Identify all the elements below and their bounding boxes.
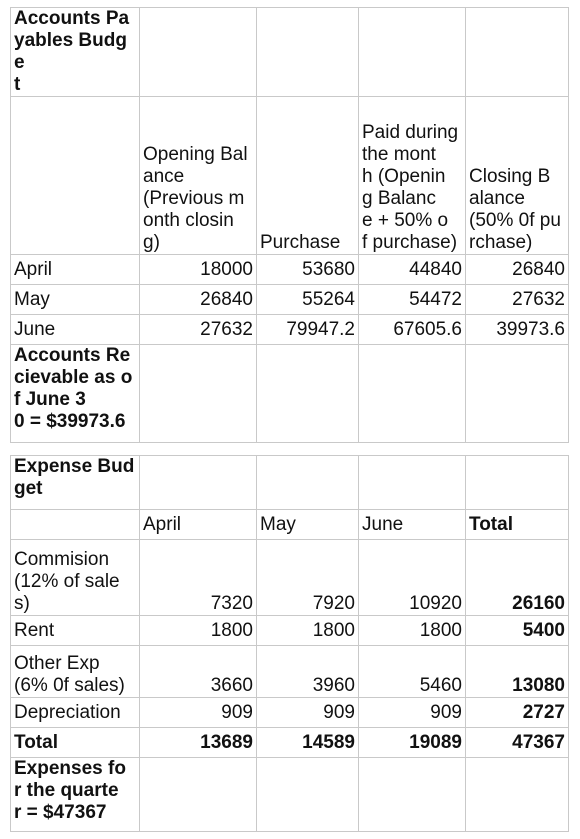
accounts-payables-budget-table	[10, 7, 569, 443]
table-cell: 54472	[359, 285, 466, 315]
table-row	[11, 758, 569, 832]
row-label: May	[11, 285, 140, 315]
table-cell: 1800	[140, 616, 257, 646]
row-label: April	[11, 255, 140, 285]
table-cell: 27632	[466, 285, 569, 315]
table-cell: 909	[359, 698, 466, 728]
table-row	[11, 285, 569, 315]
row-label: Depreciation	[11, 698, 140, 728]
column-header: Paid during the mont h (Openin g Balanc e + 50% o f purchase)	[359, 97, 466, 255]
row-label: June	[11, 315, 140, 345]
table-row	[11, 8, 569, 97]
empty-cell	[466, 8, 569, 97]
table-cell: 3960	[257, 646, 359, 698]
empty-cell	[257, 8, 359, 97]
table-cell: 26840	[140, 285, 257, 315]
column-header: Total	[466, 510, 569, 540]
row-label: Other Exp (6% 0f sales)	[11, 646, 140, 698]
empty-cell	[140, 345, 257, 443]
header-row	[11, 510, 569, 540]
empty-cell	[466, 758, 569, 832]
table-cell: 13080	[466, 646, 569, 698]
table-cell: 26160	[466, 540, 569, 616]
empty-cell	[257, 456, 359, 510]
table-row	[11, 698, 569, 728]
table-cell: 1800	[257, 616, 359, 646]
row-label: Rent	[11, 616, 140, 646]
total-row	[11, 728, 569, 758]
table-cell: 44840	[359, 255, 466, 285]
column-header: April	[140, 510, 257, 540]
header-row	[11, 97, 569, 255]
table-cell: 5460	[359, 646, 466, 698]
receivables-note: Accounts Re cievable as o f June 3 0 = $39973.6	[11, 345, 140, 443]
table-cell: 909	[140, 698, 257, 728]
table-row	[11, 345, 569, 443]
table-title: Expense Bud get	[11, 456, 140, 510]
empty-cell	[359, 8, 466, 97]
table-cell: 13689	[140, 728, 257, 758]
table-row	[11, 616, 569, 646]
table-cell: 7920	[257, 540, 359, 616]
table-row	[11, 540, 569, 616]
empty-cell	[11, 97, 140, 255]
table-cell: 53680	[257, 255, 359, 285]
empty-cell	[11, 510, 140, 540]
table-cell: 39973.6	[466, 315, 569, 345]
empty-cell	[466, 456, 569, 510]
table-cell: 7320	[140, 540, 257, 616]
row-label: Total	[11, 728, 140, 758]
table-row	[11, 456, 569, 510]
table-row	[11, 315, 569, 345]
table-cell: 5400	[466, 616, 569, 646]
table-cell: 79947.2	[257, 315, 359, 345]
expenses-note: Expenses fo r the quarte r = $47367	[11, 758, 140, 832]
empty-cell	[359, 758, 466, 832]
column-header: Opening Bal ance (Previous m onth closin g)	[140, 97, 257, 255]
column-header: Closing B alance (50% 0f pu rchase)	[466, 97, 569, 255]
table-cell: 26840	[466, 255, 569, 285]
column-header: May	[257, 510, 359, 540]
table-cell: 67605.6	[359, 315, 466, 345]
empty-cell	[466, 345, 569, 443]
empty-cell	[257, 345, 359, 443]
table-title: Accounts Pa yables Budge t	[11, 8, 140, 97]
table-cell: 3660	[140, 646, 257, 698]
empty-cell	[140, 8, 257, 97]
table-cell: 55264	[257, 285, 359, 315]
expense-budget-table	[10, 455, 569, 832]
table-cell: 10920	[359, 540, 466, 616]
table-cell: 47367	[466, 728, 569, 758]
row-label: Commision (12% of sale s)	[11, 540, 140, 616]
empty-cell	[359, 345, 466, 443]
table-cell: 1800	[359, 616, 466, 646]
empty-cell	[140, 456, 257, 510]
table-cell: 27632	[140, 315, 257, 345]
empty-cell	[140, 758, 257, 832]
table-cell: 14589	[257, 728, 359, 758]
table-cell: 19089	[359, 728, 466, 758]
table-cell: 909	[257, 698, 359, 728]
table-cell: 18000	[140, 255, 257, 285]
empty-cell	[257, 758, 359, 832]
table-cell: 2727	[466, 698, 569, 728]
column-header: Purchase	[257, 97, 359, 255]
empty-cell	[359, 456, 466, 510]
table-row	[11, 255, 569, 285]
column-header: June	[359, 510, 466, 540]
table-row	[11, 646, 569, 698]
